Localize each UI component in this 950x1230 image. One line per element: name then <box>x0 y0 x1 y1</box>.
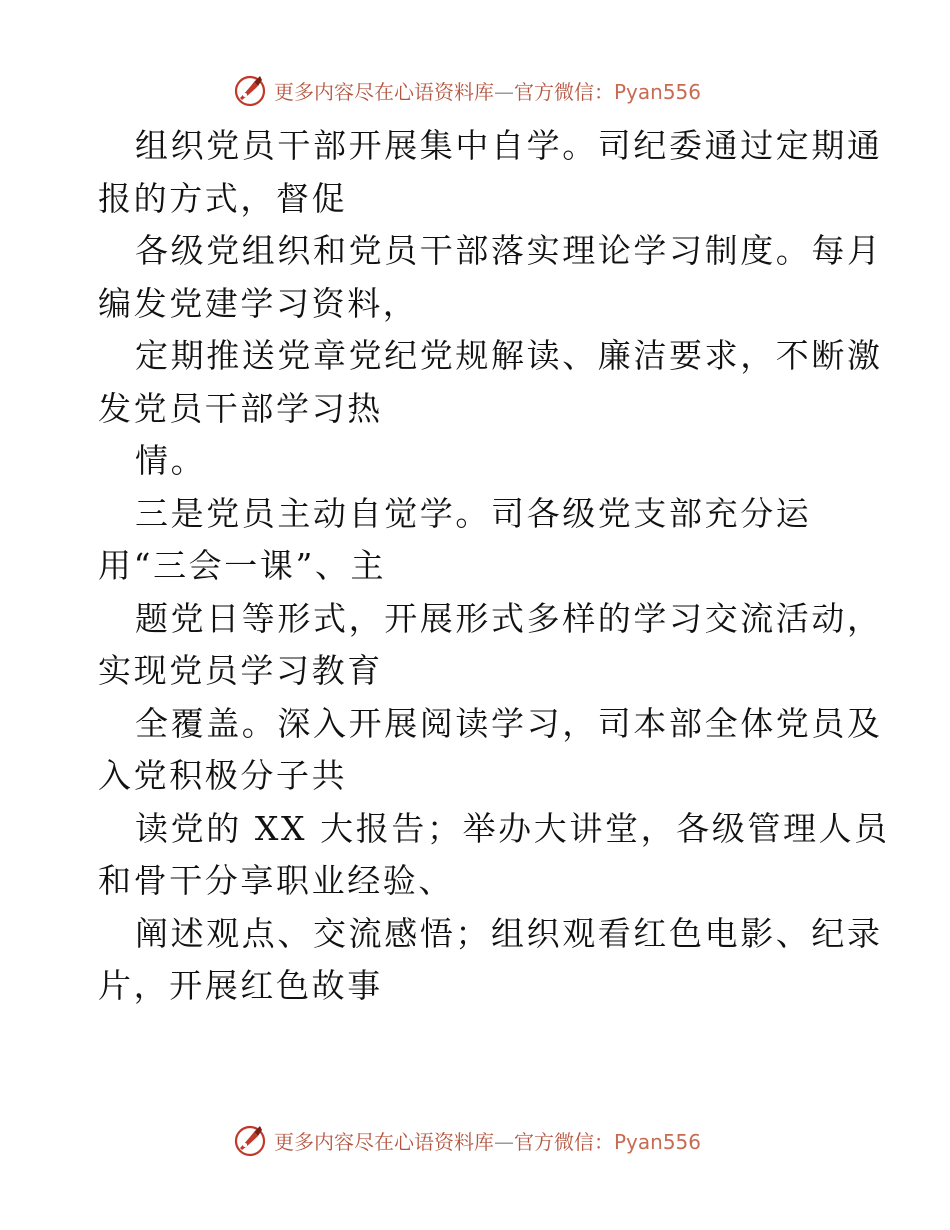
watermark-main: 更多内容尽在心语资料库 <box>274 1129 494 1154</box>
pen-logo-icon <box>232 1122 268 1158</box>
text-line: 情。 <box>135 441 207 480</box>
text-line: 全覆盖。深入开展阅读学习，司本部全体党员及 <box>135 703 883 743</box>
watermark-separator: — <box>494 79 514 104</box>
text-line: 定期推送党章党纪党规解读、廉洁要求，不断激 <box>135 336 883 375</box>
watermark-text <box>274 76 701 105</box>
text-line: 各级党组织和党员干部落实理论学习制度。每月 <box>135 231 883 270</box>
watermark-main: 更多内容尽在心语资料库 <box>274 79 494 104</box>
footer-watermark <box>232 1120 701 1160</box>
watermark-suffix: 官方微信： <box>514 79 614 104</box>
text-line: 编发党建学习资料， <box>98 283 419 323</box>
text-line: 用“三会一课”、主 <box>98 546 387 585</box>
pen-logo-icon <box>232 72 268 108</box>
text-line: 实现党员学习教育 <box>98 651 383 690</box>
header-watermark <box>232 70 701 110</box>
text-line: 入党积极分子共 <box>98 756 348 795</box>
watermark-id: Pyan556 <box>614 79 702 104</box>
watermark-separator: — <box>494 1129 514 1154</box>
text-line: 阐述观点、交流感悟；组织观看红色电影、纪录 <box>135 913 883 953</box>
watermark-suffix: 官方微信： <box>514 1129 614 1154</box>
text-line: 三是党员主动自觉学。司各级党支部充分运 <box>135 493 812 533</box>
text-line: 组织党员干部开展集中自学。司纪委通过定期通 <box>135 126 883 165</box>
text-line: 读党的 XX 大报告；举办大讲堂，各级管理人员 <box>135 808 890 848</box>
text-line: 题党日等形式，开展形式多样的学习交流活动， <box>135 598 883 638</box>
text-line: 片，开展红色故事 <box>98 966 383 1005</box>
document-body <box>98 120 890 1013</box>
watermark-text <box>274 1126 701 1155</box>
text-line: 和骨干分享职业经验、 <box>98 861 454 900</box>
watermark-id: Pyan556 <box>614 1129 702 1154</box>
text-line: 发党员干部学习热 <box>98 388 383 428</box>
text-line: 报的方式，督促 <box>98 178 348 218</box>
